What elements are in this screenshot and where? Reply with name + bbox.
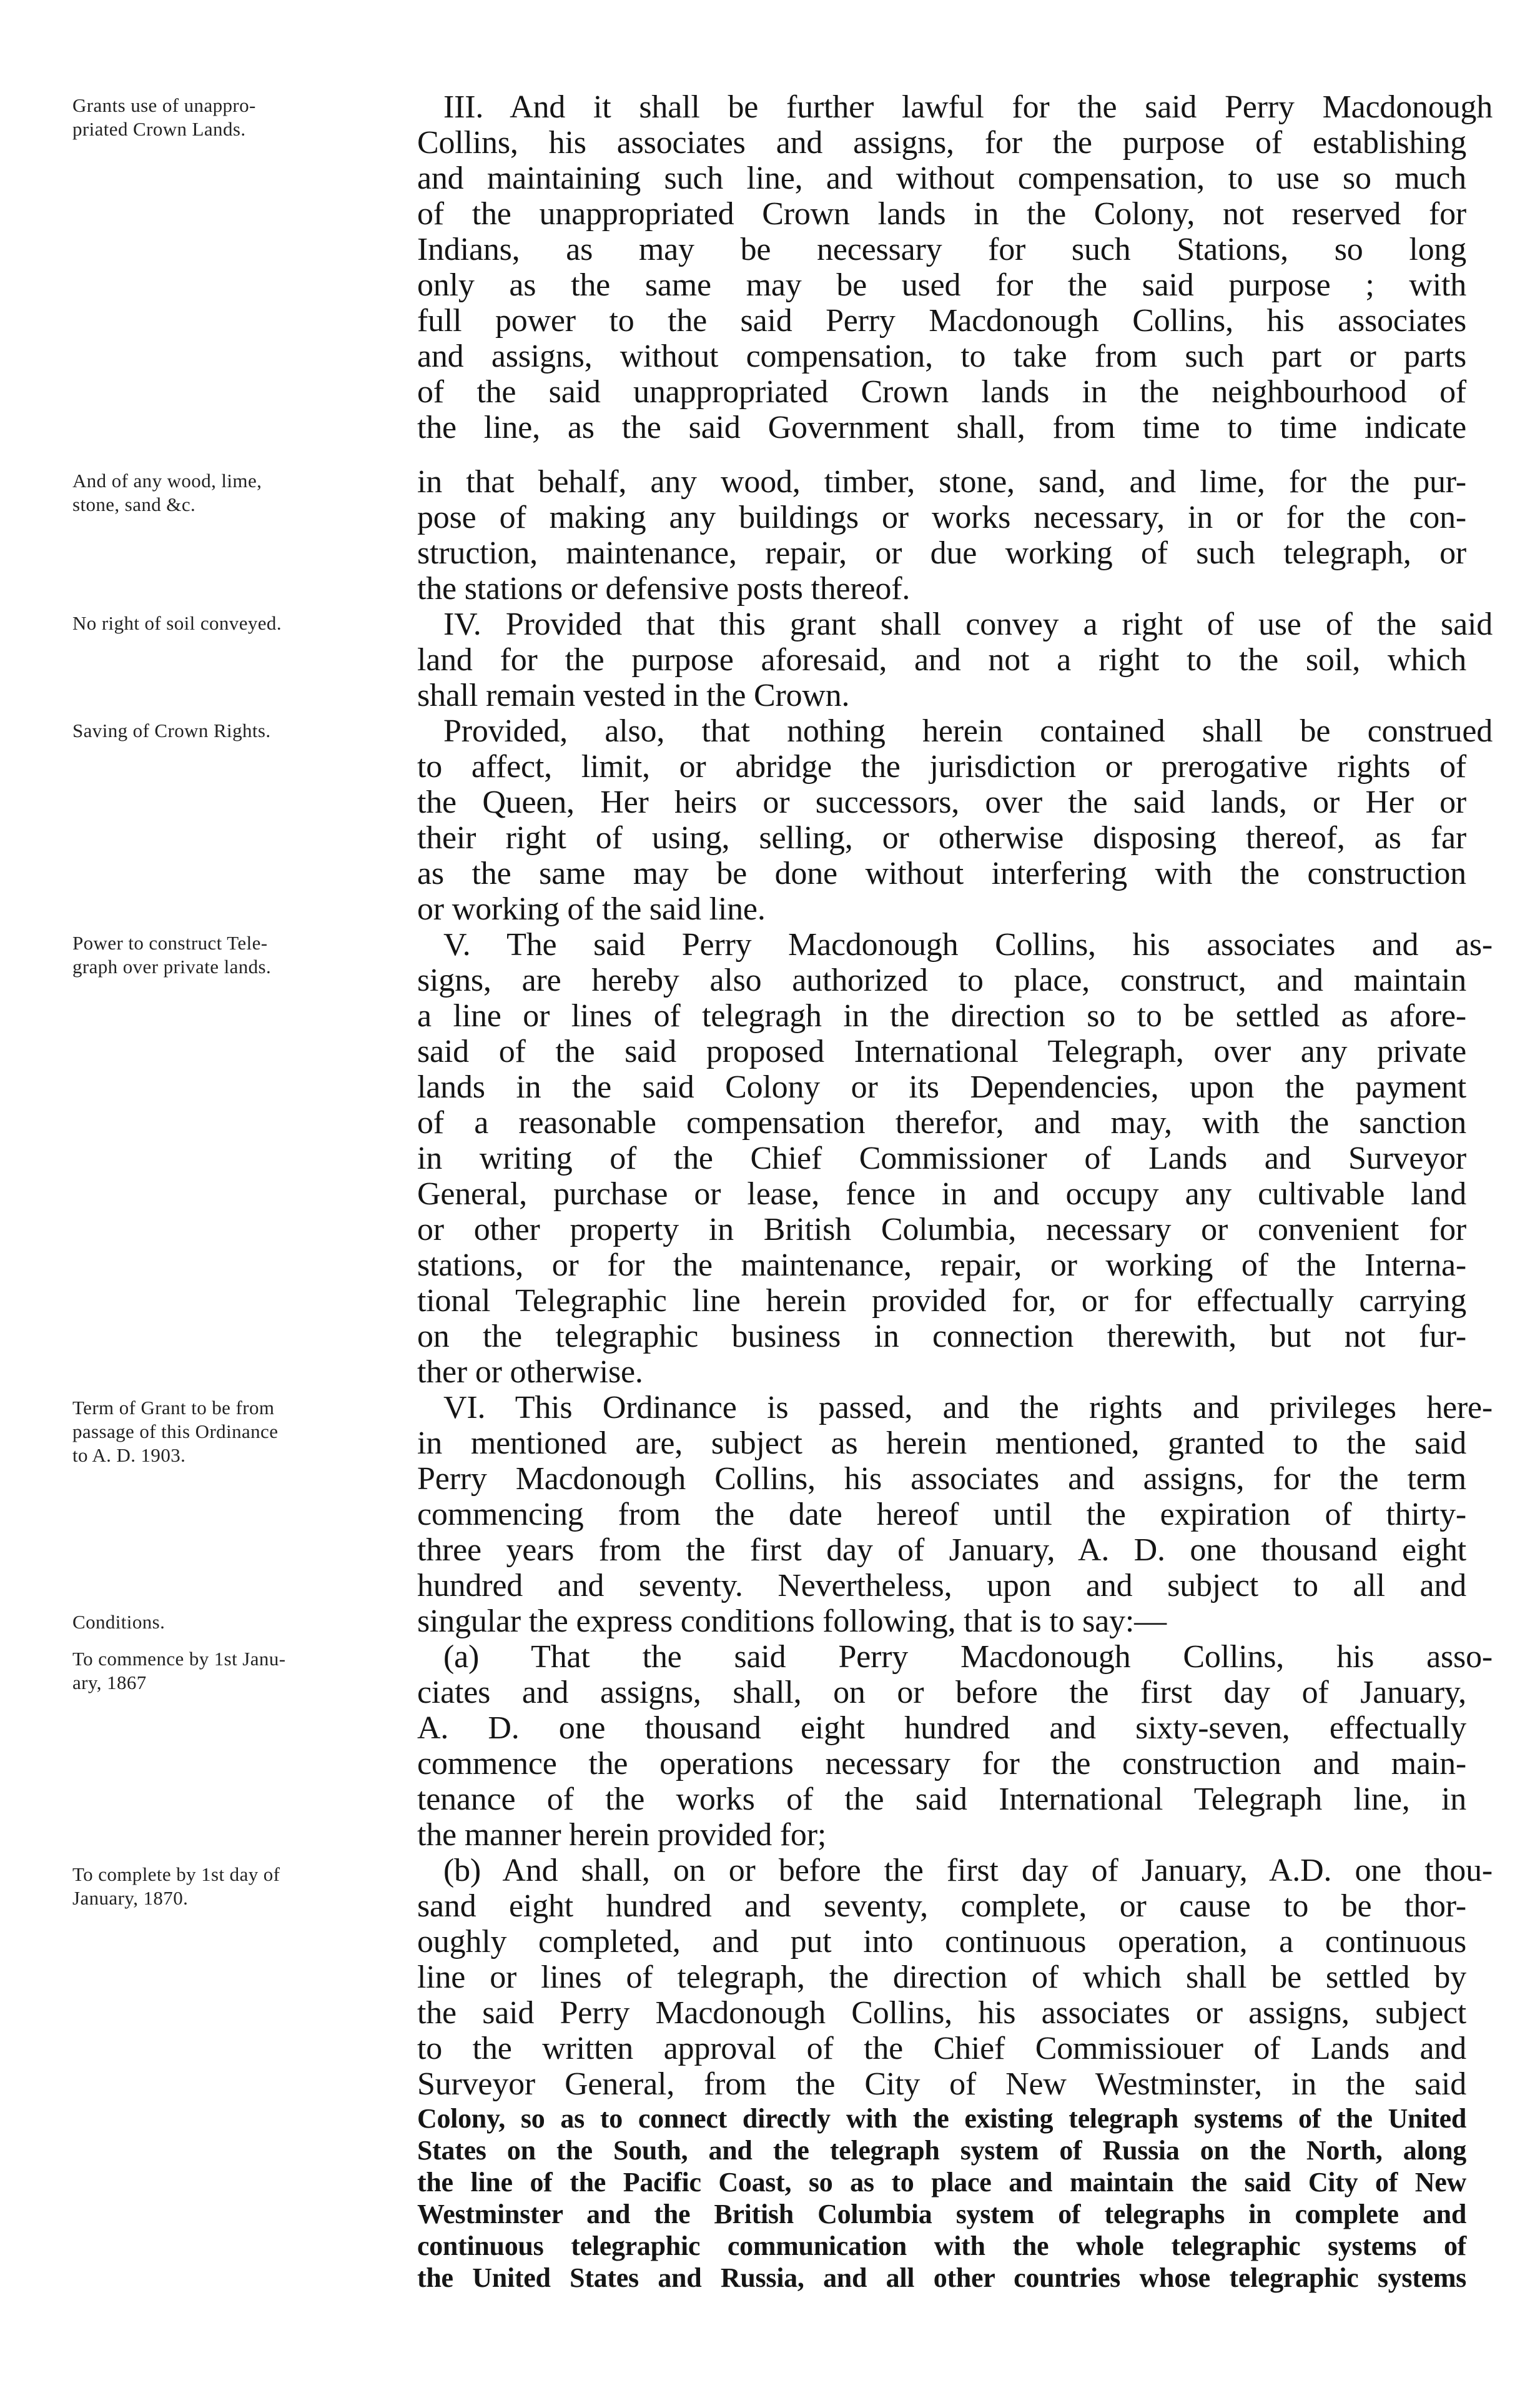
- body-line: commencing from the date hereof until the expiration of thirty-: [417, 1497, 1466, 1532]
- body-line: States on the South, and the telegraph system of Russia on the North, along: [417, 2135, 1466, 2166]
- body-line: Westminster and the British Columbia system of telegraphs in complete and: [417, 2199, 1466, 2229]
- body-line: three years from the first day of January, A. D. one thousand eight: [417, 1532, 1466, 1568]
- margin-note-line: priated Crown Lands.: [72, 118, 246, 140]
- body-line: Collins, his associates and assigns, for the purpose of establishing: [417, 125, 1466, 161]
- margin-note-wood-lime: [72, 469, 419, 517]
- body-line: the line of the Pacific Coast, so as to place and maintain the said City of New: [417, 2167, 1466, 2197]
- body-line: ciates and assigns, shall, on or before the first day of January,: [417, 1675, 1466, 1710]
- body-line: ther or otherwise.: [417, 1354, 643, 1390]
- margin-note-saving-crown-rights: [72, 719, 419, 743]
- margin-note-line: Power to construct Tele-: [72, 932, 268, 954]
- margin-note-line: No right of soil conveyed.: [72, 612, 282, 634]
- body-line: sand eight hundred and seventy, complete, or cause to be thor-: [417, 1888, 1466, 1924]
- margin-note-term-of-grant: [72, 1396, 419, 1467]
- body-line: or other property in British Columbia, necessary or convenient for: [417, 1212, 1466, 1247]
- margin-note-line: Grants use of unappro-: [72, 94, 256, 116]
- body-line: the said Perry Macdonough Collins, his associates or assigns, subject: [417, 1995, 1466, 2031]
- body-line: General, purchase or lease, fence in and occupy any cultivable land: [417, 1176, 1466, 1212]
- margin-note-conditions: [72, 1610, 419, 1634]
- margin-note-complete-1870: [72, 1863, 419, 1910]
- body-line: line or lines of telegraph, the direction of which shall be settled by: [417, 1960, 1466, 1995]
- body-line: signs, are hereby also authorized to place, construct, and maintain: [417, 963, 1466, 998]
- body-line: V. The said Perry Macdonough Collins, his associates and as-: [443, 927, 1493, 963]
- margin-note-power-to-construct: [72, 931, 419, 979]
- body-line: struction, maintenance, repair, or due working of such telegraph, or: [417, 535, 1466, 571]
- body-line: their right of using, selling, or otherwise disposing thereof, as far: [417, 820, 1466, 856]
- body-line: and assigns, without compensation, to take from such part or parts: [417, 339, 1466, 374]
- body-line: Indians, as may be necessary for such Stations, so long: [417, 232, 1466, 267]
- margin-note-line: Term of Grant to be from: [72, 1397, 275, 1419]
- body-line: (a) That the said Perry Macdonough Collins, his asso-: [443, 1639, 1493, 1675]
- margin-note-line: January, 1870.: [72, 1887, 189, 1909]
- body-line: a line or lines of telegragh in the direction so to be settled as afore-: [417, 998, 1466, 1034]
- body-line: of the unappropriated Crown lands in the Colony, not reserved for: [417, 196, 1466, 232]
- body-line: tional Telegraphic line herein provided for, or for effectually carrying: [417, 1283, 1466, 1319]
- margin-note-line: stone, sand &c.: [72, 493, 196, 515]
- margin-note-line: ary, 1867: [72, 1672, 147, 1693]
- body-line: oughly completed, and put into continuous operation, a continuous: [417, 1924, 1466, 1960]
- body-line: or working of the said line.: [417, 891, 766, 927]
- body-line: VI. This Ordinance is passed, and the rights and privileges here-: [443, 1390, 1493, 1425]
- body-line: stations, or for the maintenance, repair, or working of the Interna-: [417, 1247, 1466, 1283]
- body-line: on the telegraphic business in connection therewith, but not fur-: [417, 1319, 1466, 1354]
- body-line: Surveyor General, from the City of New Westminster, in the said: [417, 2066, 1466, 2102]
- body-line: only as the same may be used for the said purpose ; with: [417, 267, 1466, 303]
- body-line: in writing of the Chief Commissioner of Lands and Surveyor: [417, 1141, 1466, 1176]
- margin-note-line: passage of this Ordinance: [72, 1420, 279, 1442]
- body-line: commence the operations necessary for the construction and main-: [417, 1746, 1466, 1781]
- margin-note-no-right-of-soil: [72, 612, 419, 635]
- body-line: Perry Macdonough Collins, his associates and assigns, for the term: [417, 1461, 1466, 1497]
- margin-note-grants-crown-lands: [72, 94, 419, 141]
- body-line: land for the purpose aforesaid, and not a right to the soil, which: [417, 642, 1466, 678]
- body-line: the stations or defensive posts thereof.: [417, 571, 911, 607]
- body-line: pose of making any buildings or works necessary, in or for the con-: [417, 500, 1466, 535]
- margin-note-line: To complete by 1st day of: [72, 1863, 280, 1885]
- body-line: the United States and Russia, and all other countries whose telegraphic systems: [417, 2262, 1466, 2293]
- body-line: and maintaining such line, and without compensation, to use so much: [417, 161, 1466, 196]
- body-line: tenance of the works of the said International Telegraph line, in: [417, 1781, 1466, 1817]
- body-line: the line, as the said Government shall, from time to time indicate: [417, 410, 1466, 445]
- body-line: continuous telegraphic communication with the whole telegraphic systems of: [417, 2231, 1466, 2261]
- margin-note-line: Conditions.: [72, 1611, 165, 1633]
- body-line: shall remain vested in the Crown.: [417, 678, 850, 713]
- margin-note-line: Saving of Crown Rights.: [72, 720, 271, 741]
- body-line: said of the said proposed International Telegraph, over any private: [417, 1034, 1466, 1069]
- body-line: the manner herein provided for;: [417, 1817, 827, 1853]
- body-line: in mentioned are, subject as herein mentioned, granted to the said: [417, 1425, 1466, 1461]
- margin-note-line: to A. D. 1903.: [72, 1444, 186, 1466]
- body-line: of the said unappropriated Crown lands in the neighbourhood of: [417, 374, 1466, 410]
- body-line: to affect, limit, or abridge the jurisdiction or prerogative rights of: [417, 749, 1466, 785]
- body-line: Provided, also, that nothing herein contained shall be construed: [443, 713, 1493, 749]
- body-line: in that behalf, any wood, timber, stone, sand, and lime, for the pur-: [417, 464, 1466, 500]
- body-line: A. D. one thousand eight hundred and sixty-seven, effectually: [417, 1710, 1466, 1746]
- body-line: the Queen, Her heirs or successors, over the said lands, or Her or: [417, 785, 1466, 820]
- body-line: of a reasonable compensation therefor, and may, with the sanction: [417, 1105, 1466, 1141]
- body-line: III. And it shall be further lawful for the said Perry Macdonough: [443, 89, 1493, 125]
- body-line: full power to the said Perry Macdonough Collins, his associates: [417, 303, 1466, 339]
- body-line: lands in the said Colony or its Dependencies, upon the payment: [417, 1069, 1466, 1105]
- body-line: hundred and seventy. Nevertheless, upon and subject to all and: [417, 1568, 1466, 1603]
- body-line: as the same may be done without interfering with the construction: [417, 856, 1466, 891]
- margin-note-line: And of any wood, lime,: [72, 470, 262, 492]
- margin-note-commence-1867: [72, 1647, 419, 1695]
- body-line: IV. Provided that this grant shall convey a right of use of the said: [443, 607, 1493, 642]
- body-line: singular the express conditions following, that is to say:—: [417, 1603, 1167, 1639]
- body-line: Colony, so as to connect directly with the existing telegraph systems of the United: [417, 2103, 1466, 2134]
- margin-note-line: graph over private lands.: [72, 956, 272, 978]
- body-line: (b) And shall, on or before the first day of January, A.D. one thou-: [443, 1853, 1493, 1888]
- body-line: to the written approval of the Chief Commissiouer of Lands and: [417, 2031, 1466, 2066]
- margin-note-line: To commence by 1st Janu-: [72, 1648, 286, 1670]
